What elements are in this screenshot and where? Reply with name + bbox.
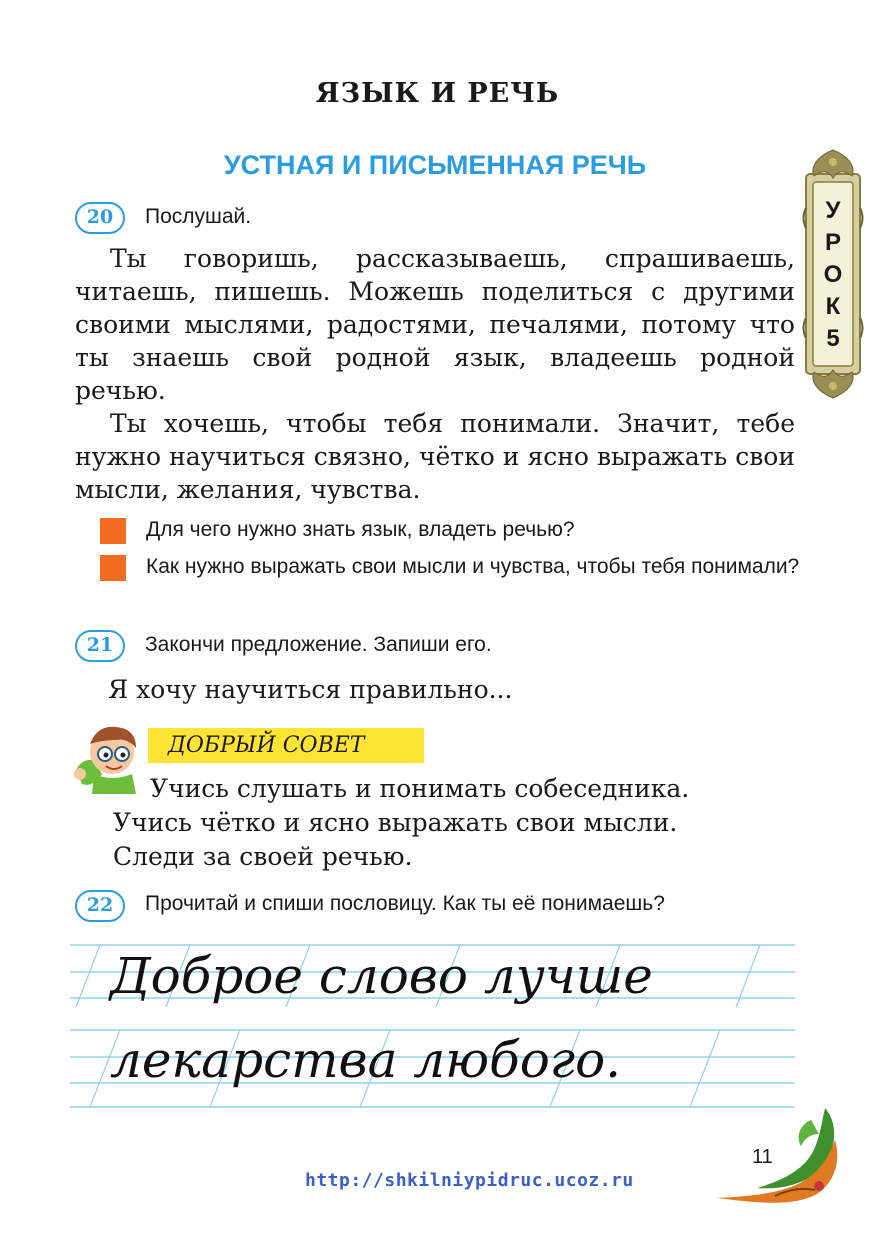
boy-character-icon bbox=[72, 722, 152, 794]
page-number: 11 bbox=[752, 1146, 773, 1168]
paragraph: Ты хочешь, чтобы тебя понимали. Значит, тебе нужно научиться связно, чётко и ясно выражать свои мысли, желания, чувства. bbox=[75, 409, 795, 504]
exercise-number: 20 bbox=[75, 202, 125, 234]
lesson-tab-ornament bbox=[800, 148, 866, 400]
proverb-line: лекарства любого. bbox=[110, 1031, 622, 1089]
question-text: Для чего нужно знать язык, владеть речью? bbox=[146, 518, 575, 541]
exercise-number: 22 bbox=[75, 890, 125, 922]
lesson-tab-number: 5 bbox=[826, 325, 840, 352]
orange-square-icon bbox=[100, 518, 126, 544]
orange-square-icon bbox=[100, 555, 126, 581]
exercise-task: Послушай. bbox=[145, 205, 252, 228]
exercise-task: Закончи предложение. Запиши его. bbox=[145, 633, 492, 656]
advice-line: Следи за своей речью. bbox=[113, 842, 413, 871]
advice-line: Учись чётко и ясно выражать свои мысли. bbox=[113, 808, 678, 837]
source-url[interactable]: http://shkilniypidruc.ucoz.ru bbox=[305, 1170, 634, 1191]
advice-line: Учись слушать и понимать собеседника. bbox=[150, 774, 690, 803]
section-subtitle: УСТНАЯ И ПИСЬМЕННАЯ РЕЧЬ bbox=[223, 150, 647, 180]
lesson-tab-letter: О bbox=[823, 261, 843, 288]
question-item bbox=[100, 552, 800, 581]
lesson-tab-letter: К bbox=[825, 293, 841, 320]
lesson-tab-letter: У bbox=[825, 197, 841, 224]
exercise-task: Прочитай и спиши пословицу. Как ты её понимаешь? bbox=[145, 892, 665, 915]
corner-ornament-icon bbox=[715, 1100, 845, 1205]
page-title: ЯЗЫК И РЕЧЬ bbox=[315, 78, 560, 109]
advice-label: ДОБРЫЙ СОВЕТ bbox=[148, 728, 424, 763]
question-text: Как нужно выражать свои мысли и чувства, чтобы тебя понимали? bbox=[146, 555, 800, 578]
lesson-tab bbox=[800, 148, 866, 400]
example-sentence: Я хочу научиться правильно... bbox=[108, 675, 513, 704]
exercise-number: 21 bbox=[75, 630, 125, 662]
paragraph: Ты говоришь, рассказываешь, спрашиваешь, читаешь, пишешь. Можешь поделиться с другими своими мыслями, радостями, печалями, потому что ты знаешь свой родной язык, владеешь родной речью. bbox=[75, 244, 795, 405]
proverb-line: Доброе слово лучше bbox=[110, 947, 653, 1005]
exercise-text bbox=[75, 242, 795, 506]
question-item bbox=[100, 515, 800, 544]
lesson-tab-letter: Р bbox=[824, 229, 842, 256]
copybook-lines bbox=[60, 935, 800, 1115]
